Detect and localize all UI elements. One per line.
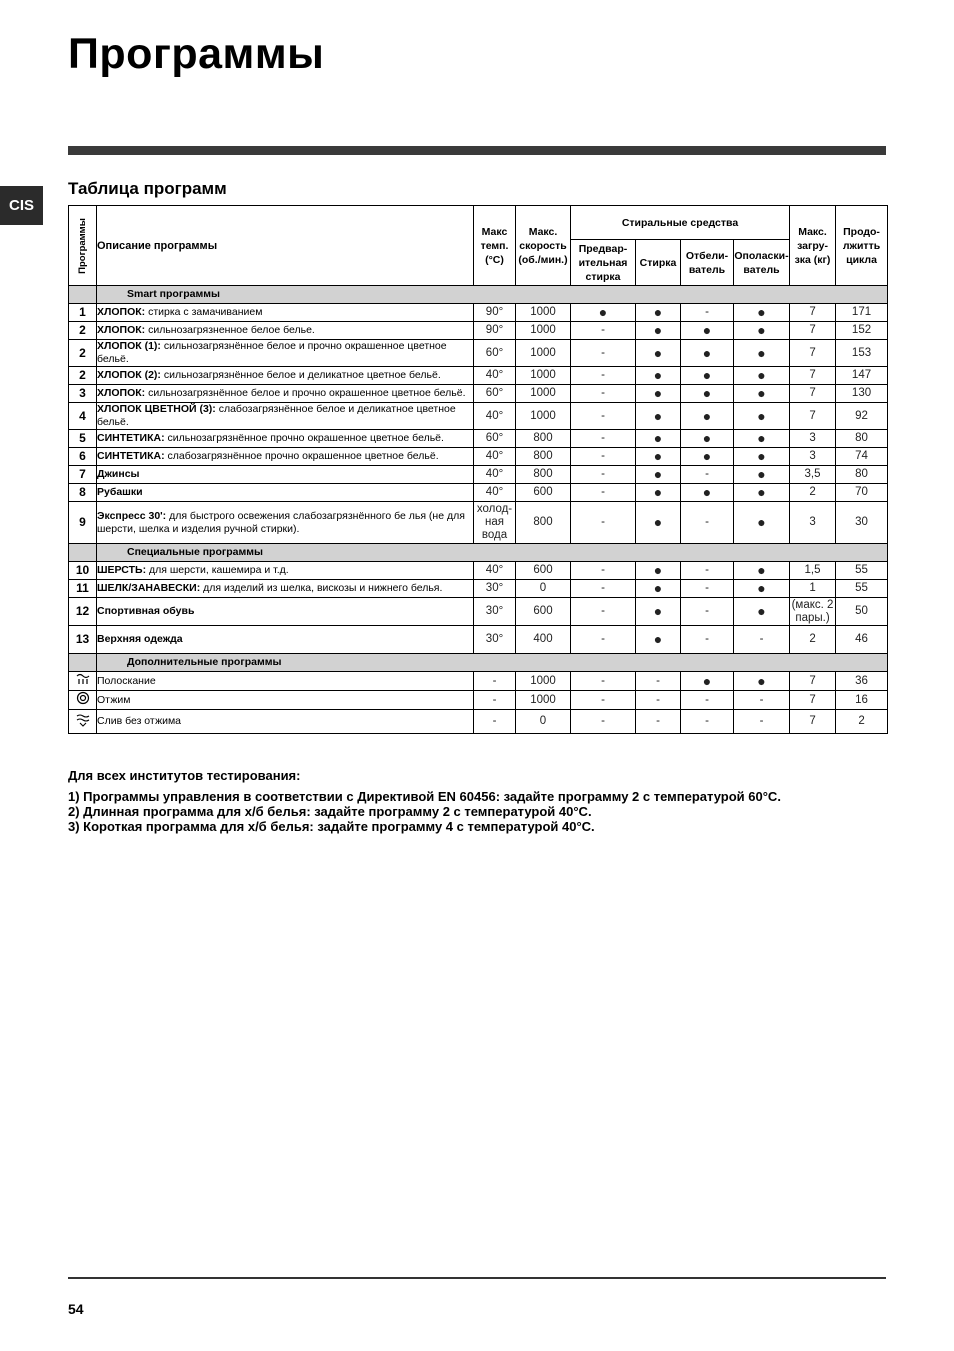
load-cell: 7 — [790, 691, 836, 710]
section-title-cell: Smart программы — [97, 286, 888, 304]
program-detail: сильнозагрязнённое белое и прочно окрашенное цветное бельё. — [145, 387, 466, 399]
load-cell: 7 — [790, 403, 836, 430]
prewash-cell: - — [571, 430, 636, 448]
program-name: Верхняя одежда — [97, 633, 183, 645]
header-speed: Макс. скорость (об./мин.) — [516, 206, 571, 286]
bleach-cell: - — [681, 562, 734, 580]
program-number: 7 — [69, 466, 97, 484]
section-title: Таблица программ — [68, 179, 227, 198]
softener-cell: ● — [734, 484, 790, 502]
prewash-cell: - — [571, 710, 636, 734]
duration-cell: 92 — [836, 403, 888, 430]
table-row — [69, 562, 888, 580]
header-softener: Ополаски- ватель — [734, 240, 790, 286]
bleach-cell: ● — [681, 430, 734, 448]
duration-cell: 80 — [836, 430, 888, 448]
program-name: СИНТЕТИКА: — [97, 432, 165, 444]
table-row — [69, 598, 888, 626]
wash-cell: ● — [636, 466, 681, 484]
speed-cell: 1000 — [516, 322, 571, 340]
program-detail: слабозагрязнённое прочно окрашенное цветное бельё. — [164, 450, 439, 462]
program-name: ХЛОПОК: — [97, 306, 146, 318]
program-name: ШЕЛК/ЗАНАВЕСКИ: — [97, 582, 201, 594]
prewash-cell: - — [571, 502, 636, 544]
bleach-cell: - — [681, 626, 734, 654]
prewash-cell: - — [571, 598, 636, 626]
load-cell: 3 — [790, 448, 836, 466]
table-row — [69, 580, 888, 598]
prewash-cell: - — [571, 322, 636, 340]
duration-cell: 55 — [836, 562, 888, 580]
duration-cell: 16 — [836, 691, 888, 710]
duration-cell: 55 — [836, 580, 888, 598]
program-detail: слабозагрязнённое белое и деликатное цветное бельё. — [97, 403, 456, 428]
prewash-cell: - — [571, 340, 636, 367]
header-wash: Стирка — [636, 240, 681, 286]
program-number: 2 — [69, 322, 97, 340]
softener-cell: ● — [734, 466, 790, 484]
duration-cell: 36 — [836, 672, 888, 691]
program-number: 4 — [69, 403, 97, 430]
wash-cell: - — [636, 672, 681, 691]
program-name: Джинсы — [97, 468, 140, 480]
bleach-cell: - — [681, 691, 734, 710]
temp-cell: 40° — [474, 448, 516, 466]
page-number: 54 — [68, 1301, 84, 1317]
program-detail: Отжим — [97, 693, 131, 706]
speed-cell: 400 — [516, 626, 571, 654]
header-load: Макс. загру- зка (кг) — [790, 206, 836, 286]
wash-cell: ● — [636, 598, 681, 626]
note-line: 2) Длинная программа для х/б белья: задайте программу 2 с температурой 40°C. — [68, 804, 592, 819]
wash-cell: ● — [636, 484, 681, 502]
header-programs: Программы — [69, 206, 97, 286]
duration-cell: 130 — [836, 385, 888, 403]
prewash-cell: ● — [571, 304, 636, 322]
bleach-cell: - — [681, 502, 734, 544]
speed-cell: 800 — [516, 448, 571, 466]
footer-divider — [68, 1277, 886, 1279]
softener-cell: ● — [734, 448, 790, 466]
temp-cell: - — [474, 710, 516, 734]
softener-cell: - — [734, 691, 790, 710]
program-description — [97, 484, 474, 502]
duration-cell: 153 — [836, 340, 888, 367]
program-description — [97, 403, 474, 430]
section-row — [69, 654, 888, 672]
header-bleach: Отбели- ватель — [681, 240, 734, 286]
header-prewash: Предвар- ительная стирка — [571, 240, 636, 286]
program-description — [97, 710, 474, 734]
notes-heading: Для всех институтов тестирования: — [68, 768, 301, 783]
section-row — [69, 286, 888, 304]
speed-cell: 0 — [516, 580, 571, 598]
speed-cell: 1000 — [516, 367, 571, 385]
section-spacer — [69, 544, 97, 562]
speed-cell: 800 — [516, 430, 571, 448]
drain-icon — [69, 710, 97, 734]
program-detail: сильнозагрязнённое белое и деликатное цветное бельё. — [160, 369, 441, 381]
temp-cell: 40° — [474, 562, 516, 580]
softener-cell: - — [734, 626, 790, 654]
program-name: Экспресс 30': — [97, 509, 167, 522]
table-row — [69, 430, 888, 448]
bleach-cell: ● — [681, 367, 734, 385]
section-spacer — [69, 654, 97, 672]
wash-cell: - — [636, 710, 681, 734]
load-cell: 3 — [790, 430, 836, 448]
bleach-cell: ● — [681, 672, 734, 691]
load-cell: 7 — [790, 385, 836, 403]
program-description — [97, 502, 474, 544]
wash-cell: ● — [636, 340, 681, 367]
duration-cell: 74 — [836, 448, 888, 466]
temp-cell: 90° — [474, 304, 516, 322]
temp-cell: 40° — [474, 466, 516, 484]
load-cell: 7 — [790, 322, 836, 340]
table-row — [69, 466, 888, 484]
softener-cell: ● — [734, 322, 790, 340]
softener-cell: ● — [734, 598, 790, 626]
program-description — [97, 691, 474, 710]
bleach-cell: - — [681, 466, 734, 484]
prewash-cell: - — [571, 367, 636, 385]
program-detail: Слив без отжима — [97, 715, 182, 727]
temp-cell: 60° — [474, 385, 516, 403]
programs-table-body — [69, 286, 888, 734]
prewash-cell: - — [571, 403, 636, 430]
prewash-cell: - — [571, 691, 636, 710]
duration-cell: 2 — [836, 710, 888, 734]
title-divider — [68, 146, 886, 155]
speed-cell: 600 — [516, 598, 571, 626]
bleach-cell: ● — [681, 322, 734, 340]
load-cell: 7 — [790, 304, 836, 322]
program-name: ХЛОПОК (1): — [97, 340, 161, 352]
program-description — [97, 672, 474, 691]
wash-cell: ● — [636, 385, 681, 403]
prewash-cell: - — [571, 448, 636, 466]
speed-cell: 600 — [516, 562, 571, 580]
softener-cell: ● — [734, 580, 790, 598]
temp-cell: 40° — [474, 403, 516, 430]
program-description — [97, 562, 474, 580]
program-detail: сильнозагрязненное белое белье. — [145, 324, 315, 336]
table-row — [69, 691, 888, 710]
load-cell: 1,5 — [790, 562, 836, 580]
table-row — [69, 626, 888, 654]
speed-cell: 1000 — [516, 403, 571, 430]
softener-cell: ● — [734, 385, 790, 403]
softener-cell: ● — [734, 340, 790, 367]
header-description: Описание программы — [97, 206, 474, 286]
rinse-icon — [69, 672, 97, 691]
wash-cell: ● — [636, 403, 681, 430]
programs-table — [68, 205, 888, 734]
table-row — [69, 340, 888, 367]
temp-cell: 60° — [474, 430, 516, 448]
bleach-cell: ● — [681, 448, 734, 466]
table-row — [69, 304, 888, 322]
program-name: ХЛОПОК: — [97, 324, 146, 336]
program-number: 2 — [69, 367, 97, 385]
program-description — [97, 430, 474, 448]
wash-cell: ● — [636, 322, 681, 340]
prewash-cell: - — [571, 466, 636, 484]
prewash-cell: - — [571, 385, 636, 403]
program-description — [97, 580, 474, 598]
section-spacer — [69, 286, 97, 304]
speed-cell: 1000 — [516, 385, 571, 403]
load-cell: 7 — [790, 367, 836, 385]
program-name: СИНТЕТИКА: — [97, 450, 165, 462]
temp-cell: 30° — [474, 580, 516, 598]
table-row — [69, 322, 888, 340]
load-cell: 1 — [790, 580, 836, 598]
program-number: 3 — [69, 385, 97, 403]
program-name: Спортивная обувь — [97, 605, 195, 617]
program-number: 6 — [69, 448, 97, 466]
duration-cell: 46 — [836, 626, 888, 654]
section-title-cell: Дополнительные программы — [97, 654, 888, 672]
softener-cell: ● — [734, 672, 790, 691]
temp-cell: - — [474, 672, 516, 691]
temp-cell: 40° — [474, 367, 516, 385]
temp-cell: 30° — [474, 626, 516, 654]
wash-cell: ● — [636, 562, 681, 580]
header-temp: Макс темп. (°C) — [474, 206, 516, 286]
speed-cell: 0 — [516, 710, 571, 734]
program-name: ШЕРСТЬ: — [97, 564, 147, 576]
load-cell: 3 — [790, 502, 836, 544]
program-name: ХЛОПОК: — [97, 387, 146, 399]
softener-cell: - — [734, 710, 790, 734]
program-number: 11 — [69, 580, 97, 598]
program-description — [97, 340, 474, 367]
bleach-cell: - — [681, 598, 734, 626]
prewash-cell: - — [571, 484, 636, 502]
program-number: 13 — [69, 626, 97, 654]
table-row — [69, 385, 888, 403]
header-detergents: Стиральные средства — [571, 206, 790, 240]
softener-cell: ● — [734, 562, 790, 580]
wash-cell: ● — [636, 304, 681, 322]
program-description — [97, 626, 474, 654]
duration-cell: 30 — [836, 502, 888, 544]
load-cell: 7 — [790, 710, 836, 734]
bleach-cell: ● — [681, 484, 734, 502]
program-detail: для изделий из шелка, вискозы и нижнего белья. — [200, 582, 443, 594]
program-number: 9 — [69, 502, 97, 544]
temp-cell: холод- ная вода — [474, 502, 516, 544]
bleach-cell: - — [681, 710, 734, 734]
table-row — [69, 502, 888, 544]
prewash-cell: - — [571, 562, 636, 580]
softener-cell: ● — [734, 304, 790, 322]
table-row — [69, 710, 888, 734]
page-title: Программы — [68, 30, 325, 78]
program-name: Рубашки — [97, 486, 143, 498]
bleach-cell: - — [681, 304, 734, 322]
speed-cell: 600 — [516, 484, 571, 502]
softener-cell: ● — [734, 403, 790, 430]
duration-cell: 80 — [836, 466, 888, 484]
wash-cell: ● — [636, 580, 681, 598]
softener-cell: ● — [734, 367, 790, 385]
prewash-cell: - — [571, 626, 636, 654]
duration-cell: 171 — [836, 304, 888, 322]
bleach-cell: ● — [681, 403, 734, 430]
program-number: 10 — [69, 562, 97, 580]
program-detail: сильнозагрязнённое прочно окрашенное цветное бельё. — [164, 432, 444, 444]
program-detail: для шерсти, кашемира и т.д. — [146, 564, 289, 576]
program-number: 5 — [69, 430, 97, 448]
wash-cell: ● — [636, 448, 681, 466]
speed-cell: 1000 — [516, 304, 571, 322]
load-cell: 7 — [790, 340, 836, 367]
temp-cell: 90° — [474, 322, 516, 340]
duration-cell: 70 — [836, 484, 888, 502]
program-number: 2 — [69, 340, 97, 367]
program-detail: Полоскание — [97, 674, 156, 687]
speed-cell: 1000 — [516, 691, 571, 710]
temp-cell: 60° — [474, 340, 516, 367]
program-description — [97, 367, 474, 385]
temp-cell: - — [474, 691, 516, 710]
program-description — [97, 385, 474, 403]
table-row — [69, 367, 888, 385]
program-number: 8 — [69, 484, 97, 502]
testing-notes — [68, 768, 781, 834]
note-line: 1) Программы управления в соответствии с Директивой EN 60456: задайте программу 2 с температурой 60°C. — [68, 789, 781, 804]
program-name: ХЛОПОК ЦВЕТНОЙ (3): — [97, 403, 216, 415]
program-name: ХЛОПОК (2): — [97, 369, 161, 381]
bleach-cell: ● — [681, 385, 734, 403]
table-row — [69, 672, 888, 691]
program-description — [97, 304, 474, 322]
program-description — [97, 598, 474, 626]
load-cell: (макс. 2 пары.) — [790, 598, 836, 626]
program-detail: для быстрого освежения слабозагрязнённого бе лья (не для шерсти, шелка и изделия ручной стирки). — [97, 509, 465, 535]
speed-cell: 1000 — [516, 672, 571, 691]
wash-cell: - — [636, 691, 681, 710]
wash-cell: ● — [636, 626, 681, 654]
spin-icon — [69, 691, 97, 710]
table-row — [69, 448, 888, 466]
language-tab: CIS — [0, 186, 43, 225]
softener-cell: ● — [734, 502, 790, 544]
program-description — [97, 448, 474, 466]
wash-cell: ● — [636, 502, 681, 544]
speed-cell: 800 — [516, 466, 571, 484]
program-detail: сильнозагрязнённое белое и прочно окрашенное цветное бельё. — [97, 340, 447, 365]
program-description — [97, 466, 474, 484]
temp-cell: 40° — [474, 484, 516, 502]
table-row — [69, 403, 888, 430]
program-description — [97, 322, 474, 340]
section-title-cell: Специальные программы — [97, 544, 888, 562]
duration-cell: 50 — [836, 598, 888, 626]
table-row — [69, 484, 888, 502]
speed-cell: 800 — [516, 502, 571, 544]
load-cell: 2 — [790, 484, 836, 502]
duration-cell: 147 — [836, 367, 888, 385]
program-number: 1 — [69, 304, 97, 322]
program-number: 12 — [69, 598, 97, 626]
wash-cell: ● — [636, 430, 681, 448]
prewash-cell: - — [571, 580, 636, 598]
prewash-cell: - — [571, 672, 636, 691]
header-duration: Продо- лжитть цикла — [836, 206, 888, 286]
note-line: 3) Короткая программа для х/б белья: задайте программу 4 с температурой 40°C. — [68, 819, 595, 834]
duration-cell: 152 — [836, 322, 888, 340]
section-row — [69, 544, 888, 562]
bleach-cell: ● — [681, 340, 734, 367]
load-cell: 3,5 — [790, 466, 836, 484]
program-detail: стирка с замачиванием — [145, 306, 263, 318]
load-cell: 7 — [790, 672, 836, 691]
speed-cell: 1000 — [516, 340, 571, 367]
bleach-cell: - — [681, 580, 734, 598]
wash-cell: ● — [636, 367, 681, 385]
load-cell: 2 — [790, 626, 836, 654]
temp-cell: 30° — [474, 598, 516, 626]
softener-cell: ● — [734, 430, 790, 448]
